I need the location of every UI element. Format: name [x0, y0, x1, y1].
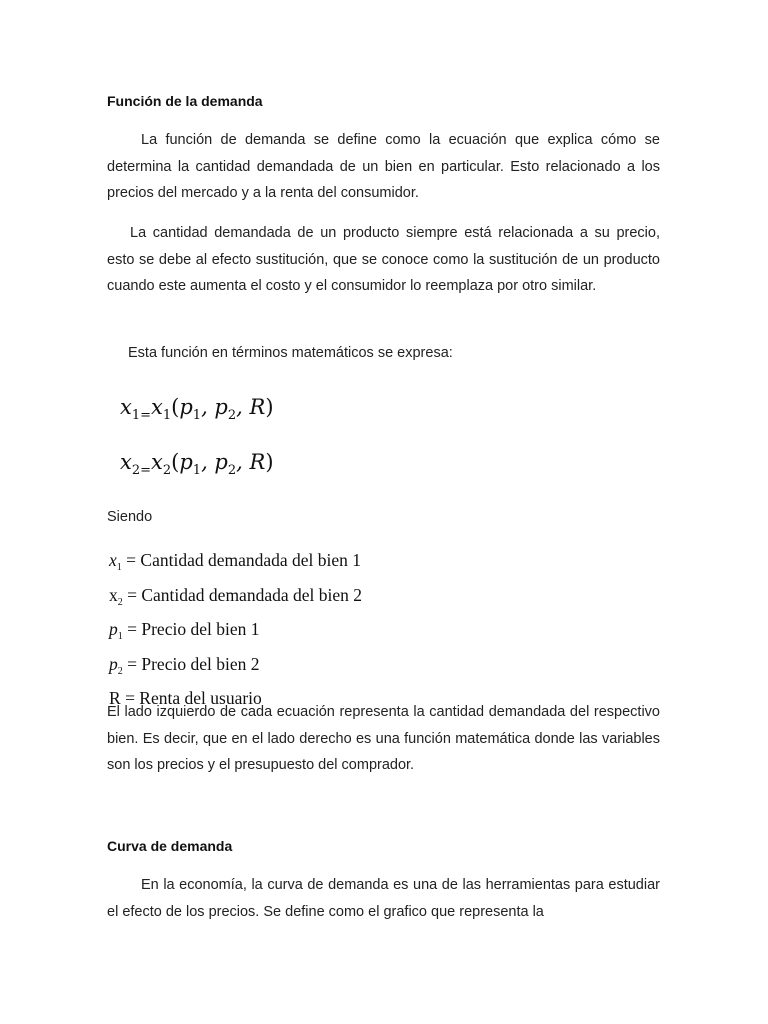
equation-2-rhs-var: x: [151, 450, 163, 474]
definition-sub: 2: [117, 665, 123, 677]
definition-sub: 2: [117, 596, 123, 608]
equation-1: $x_{1=}x_1(p_1$, $p_2$, R): [120, 395, 274, 423]
variable-definitions: [109, 547, 362, 713]
equation-1-rhs-var: x: [151, 395, 163, 419]
paragraph-math-intro: Esta función en términos matemáticos se expresa:: [128, 345, 453, 361]
paragraph-substitution: La cantidad demandada de un producto siempre está relacionada a su precio, esto se debe al efecto sustitución, que se conoce como la sustitución de un producto cuando este aumenta el costo y el consumidor lo reemplaza por otro similar.: [107, 225, 660, 294]
definition-symbol: p: [109, 653, 118, 674]
equation-2-lhs-var: x: [120, 450, 132, 474]
definition-desc: = Cantidad demandada del bien 2: [127, 584, 362, 605]
siendo-label: Siendo: [107, 509, 153, 525]
equation-2-lhs-sub: 2=: [131, 463, 152, 478]
definition-row: [109, 616, 362, 651]
paragraph-left-side-explanation: El lado izquierdo de cada ecuación representa la cantidad demandada del respectivo bien. Es decir, que en el lado derecho es una función matemática donde las variables son los precios y el presupuesto del comprador.: [107, 704, 660, 773]
definition-symbol: x: [109, 550, 117, 570]
definition-symbol: R: [109, 688, 121, 708]
paragraph-demand-curve: En la economía, la curva de demanda es una de las herramientas para estudiar el efecto de los precios. Se define como el grafico que representa la: [107, 877, 660, 920]
equation-1-lhs-sub: 1=: [131, 408, 152, 423]
section-heading-demand-curve: Curva de demanda: [107, 838, 233, 854]
equation-1-lhs-var: x: [120, 395, 132, 419]
equation-1-rhs-sub: 1: [162, 408, 172, 423]
definition-sub: 1: [116, 562, 122, 573]
definition-desc: = Precio del bien 1: [127, 619, 260, 639]
equation-2-rhs-sub: 2: [162, 463, 172, 478]
definition-row: [109, 582, 362, 617]
definition-row: [109, 651, 362, 686]
definition-desc: = Renta del usuario: [125, 688, 262, 708]
definition-sub: 1: [117, 631, 123, 642]
definition-desc: = Cantidad demandada del bien 1: [126, 550, 362, 570]
equation-2: $x_{2=}x_2(p_1$, $p_2$, R): [120, 450, 274, 478]
definition-symbol: x: [109, 584, 118, 605]
definition-symbol: p: [109, 619, 118, 639]
definition-row: [109, 547, 362, 582]
definition-desc: = Precio del bien 2: [127, 653, 260, 674]
paragraph-definition: La función de demanda se define como la ecuación que explica cómo se determina la cantidad demandada de un bien en particular. Esto relacionado a los precios del mercado y a la renta del consumidor.: [107, 132, 660, 201]
section-heading-demand-function: Función de la demanda: [107, 93, 263, 109]
